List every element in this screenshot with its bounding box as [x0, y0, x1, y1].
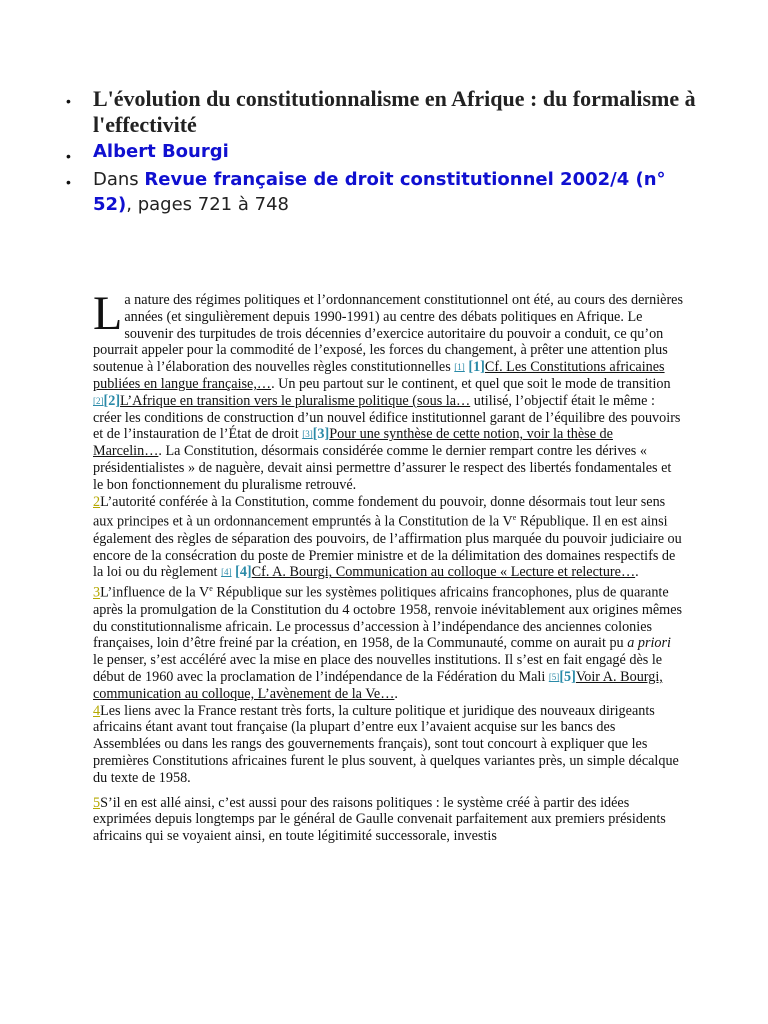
paragraph-text: L’autorité conférée à la Constitution, comme fondement du pouvoir, donne désormais tout leur sens aux principes et à un ordonnancement empruntés à la Constitution de la V	[93, 493, 666, 531]
pages-text: , pages 721 à 748	[126, 194, 289, 215]
paragraph-text: République. Il en est ainsi également des règles de séparation des pouvoirs, de l’affirmation plus marquée du pouvoir judiciaire ou encore de la consécration du poste de Premier ministre et de la délimitation des domaines respectifs de la loi ou du règlement	[93, 514, 682, 581]
paragraph-text: le penser, s’est accéléré avec la mise en place des nouvelles institutions. Il s’est en fait engagé dès le début de 1960 avec la proclamation de l’indépendance de la Fédération du Mali	[93, 652, 663, 685]
footnote-ref-1[interactable]: [1]	[454, 362, 465, 373]
paragraph-2	[93, 494, 683, 582]
bullet-icon: •	[66, 93, 71, 109]
author-link[interactable]: Albert Bourgi	[93, 141, 229, 162]
paragraph-1	[93, 287, 683, 494]
paragraph-number-2[interactable]: 2	[93, 493, 101, 510]
footnote-number-4: [4]	[235, 564, 252, 581]
author-item	[66, 141, 706, 164]
footnote-link-3[interactable]: Pour une synthèse de cette notion, voir la thèse de Marcelin…	[93, 426, 613, 460]
paragraph-text: L’influence de la V	[100, 585, 210, 602]
footnote-link-2[interactable]: L’Afrique en transition vers le pluralisme politique (sous la…	[120, 392, 471, 409]
paragraph-text: .	[635, 564, 639, 581]
footnote-number-1: [1]	[468, 359, 485, 376]
article-header	[66, 86, 706, 217]
paragraph-number-5[interactable]: 5	[93, 794, 101, 811]
footnote-ref-4[interactable]: [4]	[221, 567, 232, 578]
footnote-ref-3[interactable]: [3]	[302, 429, 313, 440]
paragraph-text: . La Constitution, désormais considérée comme le dernier rempart contre les dérives « présidentialistes » de naguère, devait ainsi permettre d’assurer le respect des libertés fondamentales et le bon fonctionnement du pluralisme retrouvé.	[93, 443, 672, 493]
paragraph-text: utilisé, l’objectif était le même : créer les conditions de construction d’un nouvel édifice institutionnel garant de l’équilibre des pouvoirs et de l’instauration de l’État de droit	[93, 392, 681, 443]
footnote-number-5: [5]	[559, 669, 576, 685]
paragraph-text: .	[394, 685, 398, 702]
paragraph-gap	[93, 787, 683, 795]
footnote-ref-2[interactable]: [2]	[93, 395, 104, 406]
footnote-link-1[interactable]: Cf. Les Constitutions africaines publiées en langue française,…	[93, 359, 665, 392]
article-title: L'évolution du constitutionnalisme en Afrique : du formalisme à l'effectivité	[93, 86, 696, 137]
journal-item	[66, 167, 706, 217]
title-item	[66, 86, 706, 138]
footnote-ref-5[interactable]: [5]	[548, 672, 560, 682]
paragraph-text: République sur les systèmes politiques africains francophones, plus de quarante après la promulgation de la Constitution du 4 octobre 1958, renvoie inévitablement aux origines mêmes du constitutionnalisme africain. Le processus d’accession à l’indépendance des anciennes colonies françaises, loin d’être freiné par la création, en 1958, de la Communauté, comme on aurait pu	[93, 585, 683, 652]
footnote-link-4[interactable]: Cf. A. Bourgi, Communication au colloque « Lecture et relecture…	[251, 564, 636, 581]
superscript: e	[209, 584, 213, 594]
paragraph-text: S’il en est allé ainsi, c’est aussi pour des raisons politiques : le système créé à partir des idées exprimées depuis longtemps par le général de Gaulle convenait parfaitement aux premiers présidents africains qui se voyaient ainsi, en toute légitimité successorale, investis	[93, 794, 666, 845]
paragraph-3	[93, 581, 683, 702]
dans-label: Dans	[93, 169, 139, 190]
bullet-icon: •	[66, 174, 71, 190]
superscript: e	[512, 513, 517, 523]
bullet-icon: •	[66, 148, 71, 164]
article-body	[93, 287, 683, 845]
journal-link[interactable]: Revue française de droit constitutionnel 2002/4 (n° 52)	[93, 169, 666, 215]
paragraph-number-4[interactable]: 4	[93, 702, 101, 719]
footnote-link-5[interactable]: Voir A. Bourgi, communication au colloque, L’avènement de la Ve…	[93, 669, 663, 702]
paragraph-4	[93, 703, 683, 787]
paragraph-number-3[interactable]: 3	[93, 585, 101, 602]
paragraph-text: Les liens avec la France restant très forts, la culture politique et juridique des nouveaux dirigeants africains étant avant tout française (la plupart d’entre eux l’avaient acquise sur les bancs des Assemblées ou dans les rangs des gouvernements français), sont tout concourt à expliquer que les premières Constitutions africaines furent le plus souvent, à quelques variantes près, un simple décalque du texte de 1958.	[93, 702, 679, 786]
drop-cap: L	[93, 287, 123, 340]
journal-line	[93, 167, 706, 217]
paragraph-text: . Un peu partout sur le continent, et quel que soit le mode de transition	[271, 375, 671, 392]
paragraph-text: a nature des régimes politiques et l’ordonnancement constitutionnel ont été, au cours des dernières années (et singulièrement depuis 1990-1991) au centre des débats politiques en Afrique. Le souvenir des turpitudes de trois décennies d’exercice autoritaire du pouvoir a conduit, ce qu’on pourrait appeler pour la commodité de l’exposé, les forces du changement, à prêter une attention plus soutenue à l’élaboration des nouvelles règles constitutionnelles	[93, 292, 683, 376]
footnote-number-3: [3]	[312, 426, 330, 443]
footnote-number-2: [2]	[103, 392, 121, 409]
paragraph-5	[93, 795, 683, 845]
italic-text: a priori	[627, 635, 671, 652]
